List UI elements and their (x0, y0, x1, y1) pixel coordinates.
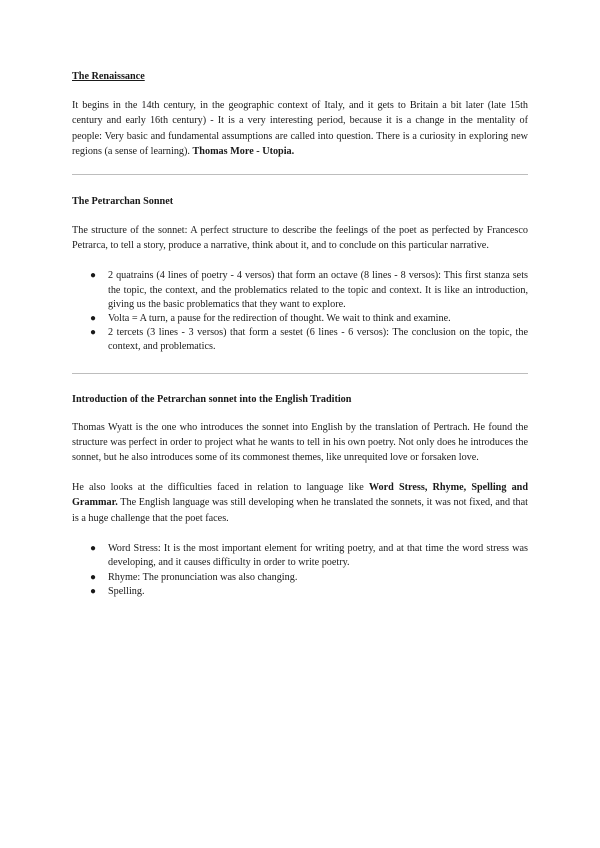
list-item (72, 571, 528, 585)
list-item (72, 269, 528, 312)
bullet-icon: ● (90, 585, 97, 597)
list-item (72, 585, 528, 599)
heading-renaissance: The Renaissance (72, 71, 145, 82)
list-item (72, 326, 528, 354)
list-item-text: 2 tercets (3 lines - 3 versos) that form a sestet (6 lines - 6 versos): The conclusion on the topic, the context, and problematics. (108, 327, 528, 353)
renaissance-bold-text: Thomas More - Utopia. (192, 146, 295, 158)
list-item (72, 542, 528, 570)
sonnet-structure-paragraph: The structure of the sonnet: A perfect structure to describe the feelings of the poet as perfected by Francesco Petrarca, to tell a story, produce a narrative, think about it, and to conclude on this particular narrative. (72, 224, 528, 252)
sonnet-bullet-list (72, 269, 528, 354)
list-item-text: 2 quatrains (4 lines of poetry - 4 versos) that form an octave (8 lines - 8 versos): This first stanza sets the topic, the context, and the problematics related to the topic and context. It is like an introduction, giving us the basic problematics that they want to explore. (108, 270, 528, 310)
list-item-text: Word Stress: It is the most important element for writing poetry, and at that time the word stress was developing, and it causes difficulty in order to write poetry. (108, 543, 528, 569)
list-item-text: Volta = A turn, a pause for the redirection of thought. We wait to think and examine. (108, 313, 451, 325)
bullet-icon: ● (90, 313, 97, 325)
list-item-text: Rhyme: The pronunciation was also changing. (108, 571, 298, 583)
difficulties-text-end: The English language was still developing when he translated the sonnets, it was not fixed, and that is a huge challenge that the poet faces. (72, 497, 528, 524)
wyatt-paragraph: Thomas Wyatt is the one who introduces the sonnet into English by the translation of Pertrach. He found the structure was perfect in order to project what he wants to tell in his own poetry. Not only does he introduces the sonnet, but he also introduces some of its commonest themes, like unrequited love or forsaken love. (72, 421, 528, 464)
list-item (72, 312, 528, 326)
list-item-text: Spelling. (108, 585, 145, 597)
heading-petrarchan-sonnet: The Petrarchan Sonnet (72, 195, 174, 207)
bullet-icon: ● (90, 327, 97, 339)
renaissance-paragraph (72, 98, 528, 160)
heading-english-tradition: Introduction of the Petrarchan sonnet into the English Tradition (72, 393, 352, 405)
section-divider (72, 373, 528, 374)
bullet-icon: ● (90, 543, 97, 555)
section-divider (72, 174, 528, 175)
difficulties-paragraph (72, 480, 528, 526)
difficulties-text-start: He also looks at the difficulties faced in relation to language like (72, 481, 364, 493)
language-bullet-list (72, 542, 528, 599)
document-body (72, 70, 528, 599)
difficulties-bold-text: Word Stress, Rhyme, Spelling and Grammar. (72, 481, 528, 509)
bullet-icon: ● (90, 270, 97, 282)
renaissance-text: It begins in the 14th century, in the geographic context of Italy, and it gets to Britain a bit later (late 15th century and early 16th century) - It is a very interesting period, because it is a change in the mentality of people: Very basic and fundamental assumptions are called into question. There is a curiosity in exploring new regions (a sense of learning). (72, 100, 528, 158)
bullet-icon: ● (90, 571, 97, 583)
